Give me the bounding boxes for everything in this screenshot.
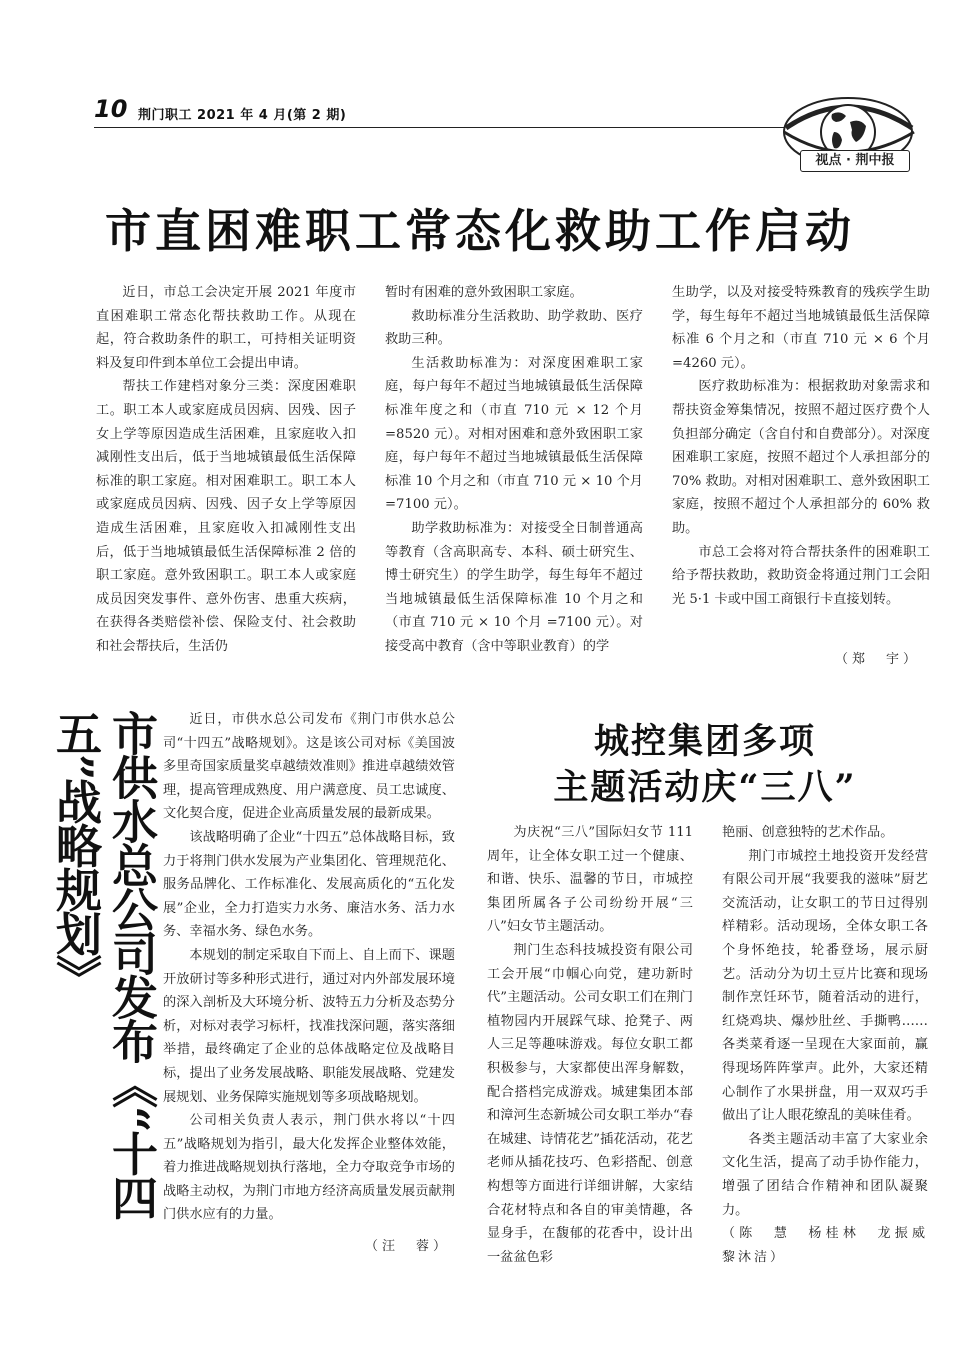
paragraph: 本规划的制定采取自下而上、自上而下、课题开放研讨等多种形式进行，通过对内外部发展环境的深入剖析及大环境分析、波特五力分析及态势分析，对标对表学习标杆，找准找深问题，落实落细举措，最终确定了企业的总体战略定位及战略目标，提出了业务发展战略、职能发展战略、党建发展规划、业务保障实施规划等多项战略规划。 — [163, 947, 455, 1105]
paragraph: 生助学，以及对接受特殊教育的残疾学生助学，每生每年不超过当地城镇最低生活保障标准 6 个月之和（市直 710 元 × 6 个月 =4260 元）。 — [672, 285, 930, 371]
article3-column-1 — [487, 821, 693, 1269]
article3-title-line-1: 城控集团多项 — [593, 721, 816, 762]
paragraph: 帮扶工作建档对象分三类：深度困难职工。职工本人或家庭成员因病、因残、因子女上学等原因造成生活困难，且家庭收入扣减刚性支出后，低于当地城镇最低生活保障标准的职工家庭。相对困难职工。职工本人或家庭成员因病、因残、因子女上学等原因造成生活困难，且家庭收入扣减刚性支出后，低于当地城镇最低生活保障标准 2 倍的职工家庭。意外致困职工。职工本人或家庭成员因突发事件、意外伤害、患重大疾病，在获得各类赔偿补偿、保险支付、社会救助和社会帮扶后，生活仍 — [96, 379, 356, 654]
column-label-badge: 视点 · 荆中报 — [800, 150, 910, 172]
article1-column-2 — [385, 281, 643, 659]
article3-title-line-2: 主题活动庆“三八” — [553, 767, 857, 808]
paragraph: 生活救助标准为：对深度困难职工家庭，每户每年不超过当地城镇最低生活保障标准年度之和（市直 710 元 × 12 个月 =8520 元）。对相对困难和意外致困职工家庭，每户每年不超过当地城镇最低生活保障标准 10 个月之和（市直 710 元 × 10 个月 =7100 元）。 — [385, 355, 643, 513]
paragraph: 荆门生态科技城投资有限公司工会开展“巾帼心向党，建功新时代”主题活动。公司女职工们在荆门植物园内开展踩气球、抢凳子、两人三足等趣味游戏。每位女职工都积极参与，大家都使出浑身解数，配合搭档完成游戏。城建集团本部和漳河生态新城公司女职工举办“春在城建、诗情花艺”插花活动，花艺老师从插花技巧、色彩搭配、创意构想等方面进行详细讲解，大家结合花材特点和各自的审美情趣，各显身手，在馥郁的花香中，设计出一盆盆色彩 — [487, 942, 693, 1265]
paragraph: 该战略明确了企业“十四五”总体战略目标，致力于将荆门供水发展为产业集团化、管理规范化、服务品牌化、工作标准化、发展高质化的“五化发展”企业，全力打造实力水务、廉洁水务、活力水务、幸福水务、绿色水务。 — [163, 829, 455, 940]
paragraph: 救助标准分生活救助、助学救助、医疗救助三种。 — [385, 308, 643, 348]
paragraph: 医疗救助标准为：根据救助对象需求和帮扶资金筹集情况，按照不超过医疗费个人负担部分确定（含自付和自费部分）。对深度困难职工家庭，按照不超过个人承担部分的 70% 救助。对相对困难职工、意外致困职工家庭，按照不超过个人承担部分的 60% 救助。 — [672, 379, 930, 536]
article1-author: （郑 宇） — [834, 652, 920, 667]
paragraph: 暂时有困难的意外致困职工家庭。 — [385, 285, 583, 300]
article2-vertical-title: 市供水总公司发布《“十四五”战略规划》 — [49, 710, 159, 1219]
paragraph: 助学救助标准为：对接受全日制普通高等教育（含高职高专、本科、硕士研究生、博士研究生）的学生助学，每生每年不超过当地城镇最低生活保障标准 10 个月之和（市直 710 元 × 10 个月 =7100 元）。对接受高中教育（含中等职业教育）的学 — [385, 520, 643, 654]
article2-body — [163, 708, 455, 1227]
paragraph: 荆门市城控土地投资开发经营有限公司开展“我要我的滋味”厨艺交流活动，让女职工的节日过得别样精彩。活动现场，全体女职工各个身怀绝技，轮番登场，展示厨艺。活动分为切土豆片比赛和现场制作烹饪环节，随着活动的进行，红烧鸡块、爆炒肚丝、手撕鸭……各类菜肴逐一呈现在大家面前，赢得现场阵阵掌声。此外，大家还精心制作了水果拼盘，用一双双巧手做出了让人眼花缭乱的美味佳肴。 — [722, 848, 928, 1124]
paragraph: 公司相关负责人表示，荆门供水将以“十四五”战略规划为指引，最大化发挥企业整体效能，着力推进战略规划执行落地，全力夺取竞争市场的战略主动权，为荆门市地方经济高质量发展贡献荆门供水应有的力量。 — [163, 1113, 455, 1223]
paragraph: 市总工会将对符合帮扶条件的困难职工给予帮扶救助，救助资金将通过荆门工会阳光 5·1 卡或中国工商银行卡直接划转。 — [672, 544, 930, 607]
headline: 市直困难职工常态化救助工作启动 — [105, 204, 855, 258]
article2-author: （汪 蓉） — [364, 1239, 450, 1254]
paragraph: 近日，市总工会决定开展 2021 年度市直困难职工常态化帮扶救助工作。从现在起，符合救助条件的职工，可持相关证明资料及复印件到本单位工会提出申请。 — [96, 285, 356, 371]
article1-column-3 — [672, 281, 930, 611]
article1-column-1 — [96, 281, 356, 659]
article3-author: （陈 慧 杨桂林 龙振威 黎沐洁） — [722, 1226, 945, 1265]
header-rule — [94, 127, 794, 128]
page-number: 10 — [94, 95, 128, 123]
publication-header: 荆门职工 2021 年 4 月(第 2 期) — [138, 108, 347, 123]
article3-column-2 — [722, 821, 945, 1269]
paragraph: 艳丽、创意独特的艺术作品。 — [722, 825, 894, 840]
paragraph: 近日，市供水总公司发布《荆门市供水总公司“十四五”战略规划》。这是该公司对标《美国波多里奇国家质量奖卓越绩效准则》推进卓越绩效管理，提高管理成熟度、用户满意度、员工忠诚度、文化契合度，促进企业高质量发展的最新成果。 — [163, 712, 455, 822]
paragraph: 各类主题活动丰富了大家业余文化生活，提高了动手协作能力，增强了团结合作精神和团队凝聚力。 — [722, 1131, 928, 1218]
paragraph: 为庆祝“三八”国际妇女节 111 周年，让全体女职工过一个健康、和谐、快乐、温馨的节日，市城控集团所属各子公司纷纷开展“三八”妇女节主题活动。 — [487, 825, 693, 935]
